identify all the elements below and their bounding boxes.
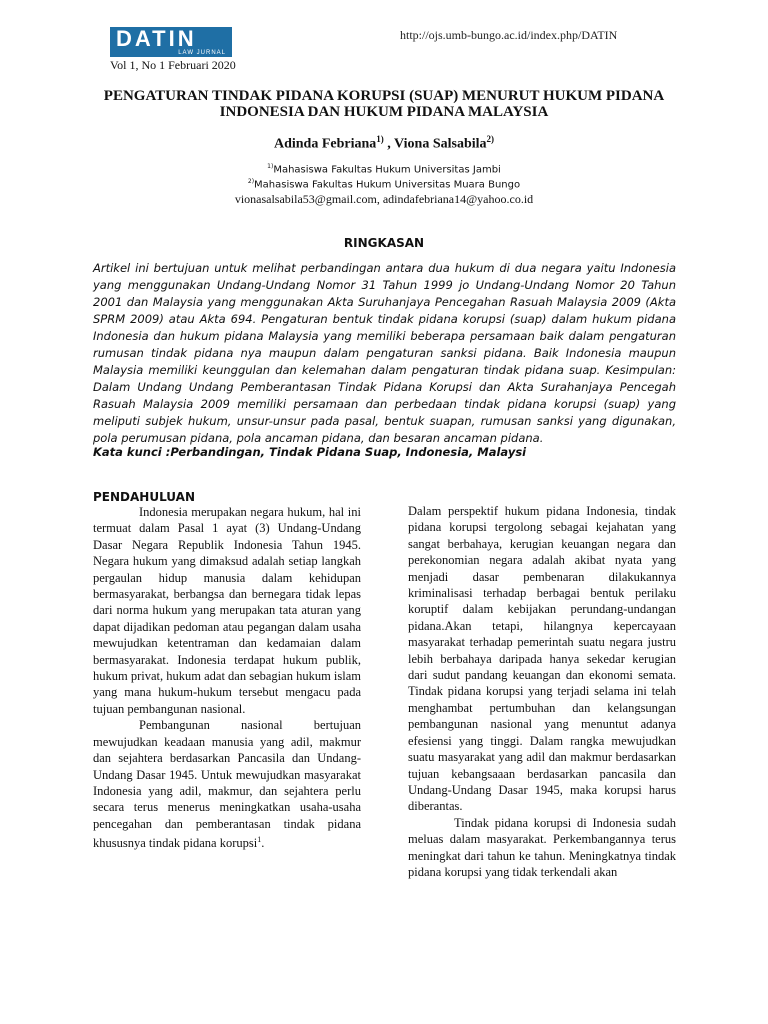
- author-1: Adinda Febriana: [273, 136, 377, 152]
- author-2: Viona Salsabila: [394, 136, 487, 152]
- author-2-mark: 2): [486, 134, 495, 144]
- affiliation-1-mark: 1): [267, 163, 274, 170]
- journal-url[interactable]: http://ojs.umb-bungo.ac.id/index.php/DATIN: [400, 28, 618, 42]
- footnote-marker[interactable]: 1: [257, 835, 262, 845]
- right-column: [408, 503, 676, 880]
- affiliation-2: [60, 178, 708, 190]
- paragraph-end: .: [261, 836, 265, 851]
- author-1-mark: 1): [376, 134, 384, 144]
- affiliation-2-mark: 2): [247, 178, 255, 185]
- author-emails[interactable]: vionasalsabila53@gmail.com, adindafebriana14@yahoo.co.id: [234, 192, 534, 206]
- abstract-text: Artikel ini bertujuan untuk melihat perbandingan antara dua hukum di dua negara yaitu Indonesia yang menggunakan Undang-Undang Nomor 31 Tahun 1999 jo Undang-Undang Nomor 20 Tahun 2001 dan Malaysia yang menggunakan Akta Suruhanjaya Pencegahan Rasuah Malaysia 2009 (Akta SPRM 2009) atau Akta 694. Pengaturan bentuk tindak pidana korupsi (suap) dalam hukum pidana Indonesia dan hukum pidana Malaysia yang memiliki beberapa persamaan baik dalam pengaturan rumusan tindak pidana nya maupun dalam pengaturan sanksi pidana. Baik Indonesia maupun Malaysia memiliki keunggulan dan kelemahan dalam pengaturan tindak pidana suap. Kesimpulan: Dalam Undang Undang Pemberantasan Tindak Pidana Korupsi dan Akta Surahanjaya Pencegah Rasuah Malaysia 2009 memiliki persamaan dan perbedaan tindak pidana korupsi (suap) yang meliputi subjek hukum, unsur-unsur pada pasal, bentuk suapan, rumusan sanksi yang digunakan, pola perumusan pidana, pola ancaman pidana, dan besaran ancaman pidana.: [93, 261, 676, 445]
- title-line-1: PENGATURAN TINDAK PIDANA KORUPSI (SUAP) MENURUT HUKUM PIDANA: [103, 88, 665, 104]
- affiliation-2-text: Mahasiswa Fakultas Hukum Universitas Muara Bungo: [254, 179, 521, 191]
- left-column: [93, 490, 361, 852]
- article-title: [60, 88, 708, 120]
- journal-logo: [110, 27, 232, 57]
- keywords: Kata kunci :Perbandingan, Tindak Pidana Suap, Indonesia, Malaysi: [93, 445, 527, 459]
- section-heading: PENDAHULUAN: [93, 490, 195, 504]
- paragraph-text: Pembangunan nasional bertujuan mewujudkan keadaan manusia yang adil, makmur dan sejahtera berdasarkan Pancasila dan Undang-Undang Dasar 1945. Untuk mewujudkan masyarakat Indonesia yang adil, makmur, dan sejahtera perlu secara terus menerus meningkatkan usaha-usaha pencegahan dan pemberantasan tindak pidana khususnya tindak pidana korupsi: [93, 718, 361, 851]
- abstract-heading: RINGKASAN: [343, 236, 425, 250]
- title-line-2: INDONESIA DAN HUKUM PIDANA MALAYSIA: [219, 104, 549, 120]
- author-separator: ,: [383, 136, 395, 152]
- volume-info: Vol 1, No 1 Februari 2020: [110, 58, 236, 72]
- journal-logo-name: DATIN: [116, 26, 197, 51]
- paragraph: Tindak pidana korupsi di Indonesia sudah meluas dalam masyarakat. Perkembangannya terus meningkat dari tahun ke tahun. Meningkatnya tindak pidana korupsi yang tidak terkendali akan: [408, 815, 676, 879]
- affiliation-1: [60, 163, 708, 175]
- paragraph: Indonesia merupakan negara hukum, hal ini termuat dalam Pasal 1 ayat (3) Undang-Undang Dasar Negara Republik Indonesia Tahun 1945. Negara hukum yang dimaksud adalah setiap langkah pergaulan hidup manusia dalam kehidupan bermasyarakat, berbangsa dan bernegara tidak lepas dari norma hukum yang merupakan tata aturan yang dapat dijadikan pedoman atau pegangan dalam usaha mewujudkan ketentraman dan kedamaian dalam bermasyarakat. Indonesia terdapat hukum publik, hukum privat, hukum adat dan sebagian hukum islam yang mana hukum-hukum tersebut mengacu pada tujuan pembangunan nasional.: [93, 505, 362, 716]
- journal-logo-subtitle: LAW JURNAL: [178, 50, 226, 56]
- author-line: [60, 134, 708, 153]
- paragraph: Dalam perspektif hukum pidana Indonesia, tindak pidana korupsi tergolong sebagai kejahatan yang sangat berbahaya, kerugian keuangan negara dan perekonomian negara adalah akibat nyata yang menjadi dasar pembenaran dilakukannya kriminalisasi terhadap berbagai bentuk perilaku koruptif dalam kebijakan perundang-undangan pidana.Akan tetapi, hilangnya kepercayaan masyarakat terhadap pemerintah suatu negara justru lebih berbahaya daripada hanya sekedar kerugian dari sudut pandang keuangan dan ekonomi semata. Tindak pidana korupsi yang terjadi selama ini telah menghambat pertumbuhan dan kelangsungan pembangunan nasional yang menuntut adanya efesiensi yang tinggi. Dalam rangka mewujudkan suatu masyarakat yang adil dan makmur berdasarkan tujuan kebangsaaan berdasarkan pancasila dan Undang-Undang Dasar 1945, maka korupsi harus diberantas.: [408, 504, 676, 814]
- affiliation-1-text: Mahasiswa Fakultas Hukum Universitas Jambi: [273, 164, 501, 176]
- paragraph: [93, 717, 361, 851]
